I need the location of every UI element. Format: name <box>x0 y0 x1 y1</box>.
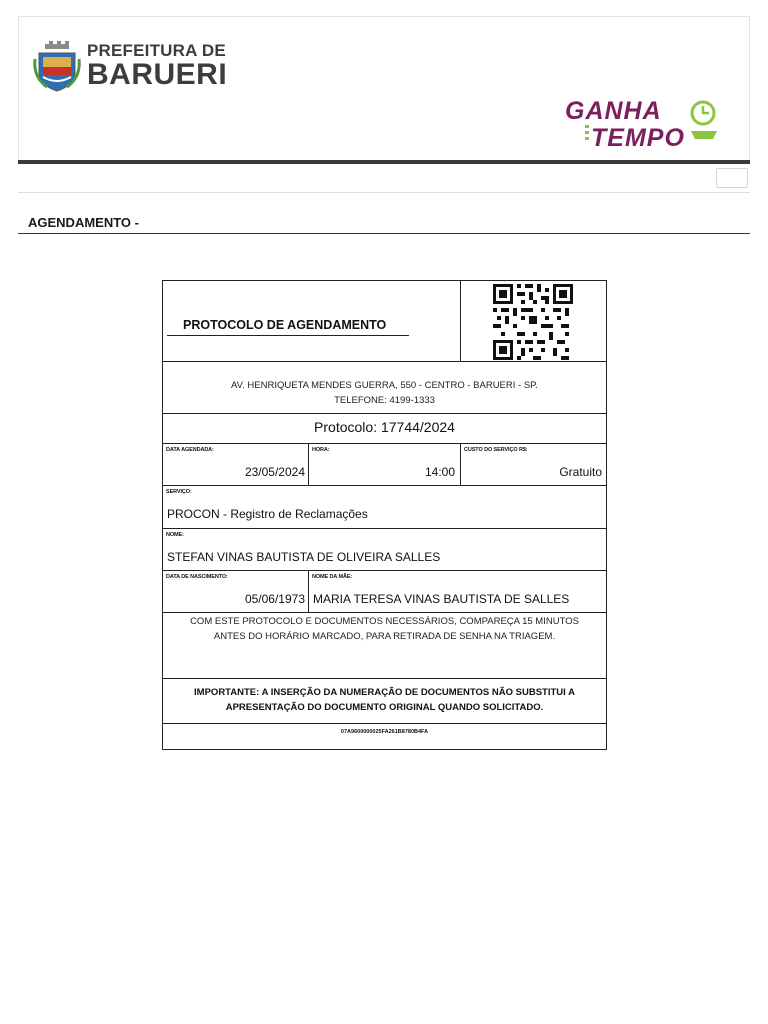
divider <box>308 444 309 486</box>
service-value: PROCON - Registro de Reclamações <box>167 507 368 521</box>
page-title: AGENDAMENTO - <box>28 215 139 230</box>
mother-value: MARIA TERESA VINAS BAUTISTA DE SALLES <box>313 592 570 606</box>
mother-label: NOME DA MÃE: <box>312 574 353 580</box>
protocol-number: Protocolo: 17744/2024 <box>314 419 455 435</box>
address-line1: AV. HENRIQUETA MENDES GUERRA, 550 - CENTRO - BARUERI - SP. <box>231 380 538 391</box>
site-header <box>18 16 750 160</box>
birth-value: 05/06/1973 <box>244 592 305 606</box>
name-value: STEFAN VINAS BAUTISTA DE OLIVEIRA SALLES <box>167 550 441 564</box>
partner-line1: GANHA <box>565 97 662 125</box>
brand-line1: PREFEITURA DE <box>87 41 226 60</box>
appointment-protocol-card <box>162 280 607 750</box>
divider <box>308 571 309 613</box>
schedule-row <box>163 444 606 486</box>
card-title-underline <box>167 335 409 336</box>
date-label: DATA AGENDADA: <box>166 447 214 453</box>
brand-line2: BARUERI <box>87 58 228 91</box>
name-label: NOME: <box>166 532 184 538</box>
document-hash: 07A9600000025FA261B8780B4FA <box>340 729 429 735</box>
toolbar <box>18 164 750 193</box>
coat-of-arms-icon <box>33 39 81 93</box>
ganha-tempo-logo[interactable] <box>563 95 723 151</box>
hour-label: HORA: <box>312 447 330 453</box>
birth-label: DATA DE NASCIMENTO: <box>166 574 228 580</box>
card-title: PROTOCOLO DE AGENDAMENTO <box>183 318 387 332</box>
divider <box>460 281 461 362</box>
toolbar-button[interactable] <box>716 168 748 188</box>
divider <box>460 444 461 486</box>
date-value: 23/05/2024 <box>244 465 305 479</box>
cost-value: Gratuito <box>559 465 602 479</box>
prefeitura-logo[interactable] <box>33 39 227 93</box>
cost-label: CUSTO DO SERVIÇO R$: <box>464 447 528 453</box>
hour-value: 14:00 <box>424 465 455 479</box>
note-line1: COM ESTE PROTOCOLO E DOCUMENTOS NECESSÁRIOS, COMPAREÇA 15 MINUTOS <box>190 616 579 627</box>
note-line2: ANTES DO HORÁRIO MARCADO, PARA RETIRADA DE SENHA NA TRIAGEM. <box>213 631 556 642</box>
address-line2: TELEFONE: 4199-1333 <box>334 395 435 406</box>
important-line2: APRESENTAÇÃO DO DOCUMENTO ORIGINAL QUANDO SOLICITADO. <box>225 702 544 713</box>
qr-code-icon <box>493 284 573 360</box>
service-label: SERVIÇO: <box>166 489 192 495</box>
partner-line2: TEMPO <box>591 124 685 151</box>
important-line1: IMPORTANTE: A INSERÇÃO DA NUMERAÇÃO DE DOCUMENTOS NÃO SUBSTITUI A <box>194 687 575 698</box>
title-underline <box>18 233 750 234</box>
